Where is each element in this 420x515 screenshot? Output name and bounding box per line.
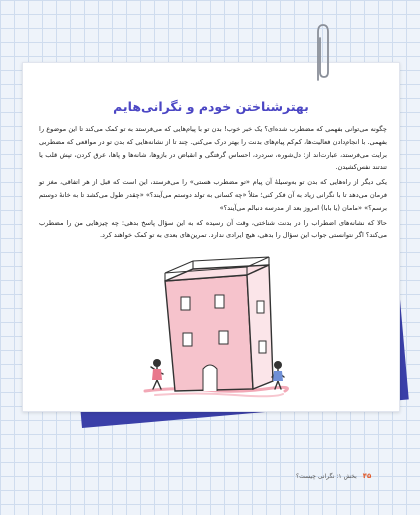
paragraph-1: چگونه می‌توانی بفهمی که مضطرب شده‌ای؟ یک خبر خوب! بدن تو با پیام‌هایی که می‌فرستد به تو کمک می‌کند تا این موضوع را بفهمی. با انجام‌دادن فعالیت‌ها، کم‌کم پیام‌های بدنت را بهتر درک می‌کنی. چند تا از نشانه‌هایی که بدن تو در مواقعی که مضطربی برایت می‌فرستد، عبارت‌اند از: دل‌شوره، سردرد، احساس گرفتگی و انقباض در بازوها، شانه‌ها و پاها، عرق کردن، تپش قلب یا تندتند نفس‌کشیدن. [39, 125, 387, 172]
tower-illustration [135, 241, 290, 401]
paragraph-3: حالا که نشانه‌های اضطراب را در بدنت شناختی، وقت آن رسیده که به این سؤال پاسخ بدهی: چه چیزهایی من را مضطرب می‌کند؟ اگر نتوانستی جواب این سؤال را بدهی، هیچ ایرادی ندارد. تمرین‌های بعدی به تو کمک خواهند کرد. [39, 218, 387, 240]
section-label: بخش ۱: نگرانی چیست؟ [296, 472, 357, 480]
content-card [22, 62, 400, 412]
child-right [272, 361, 284, 389]
paragraph-2: یکی دیگر از راه‌هایی که بدن تو به‌وسیلهٔ آن پیام «تو مضطرب هستی» را می‌فرستد، این است که قبل از هر اتفاقی، مغز تو فرمان می‌دهد تا با نگرانی زیاد به آن فکر کنی؛ مثلاً «چه کسانی به تولد دوستم می‌آیند؟» «چقدر طول می‌کشد تا به خانهٔ دوستم برسم؟» «مامان (یا بابا) امروز بعد از مدرسه دنبالم می‌آیند؟» [39, 178, 387, 212]
page-footer [296, 472, 371, 480]
paperclip-icon [312, 22, 332, 84]
tower [145, 257, 288, 396]
child-left [151, 359, 163, 389]
page-number: ۴۵ [362, 472, 372, 480]
page-title: بهترشناختن خودم و نگرانی‌هایم [113, 99, 309, 114]
body-text [39, 123, 387, 244]
